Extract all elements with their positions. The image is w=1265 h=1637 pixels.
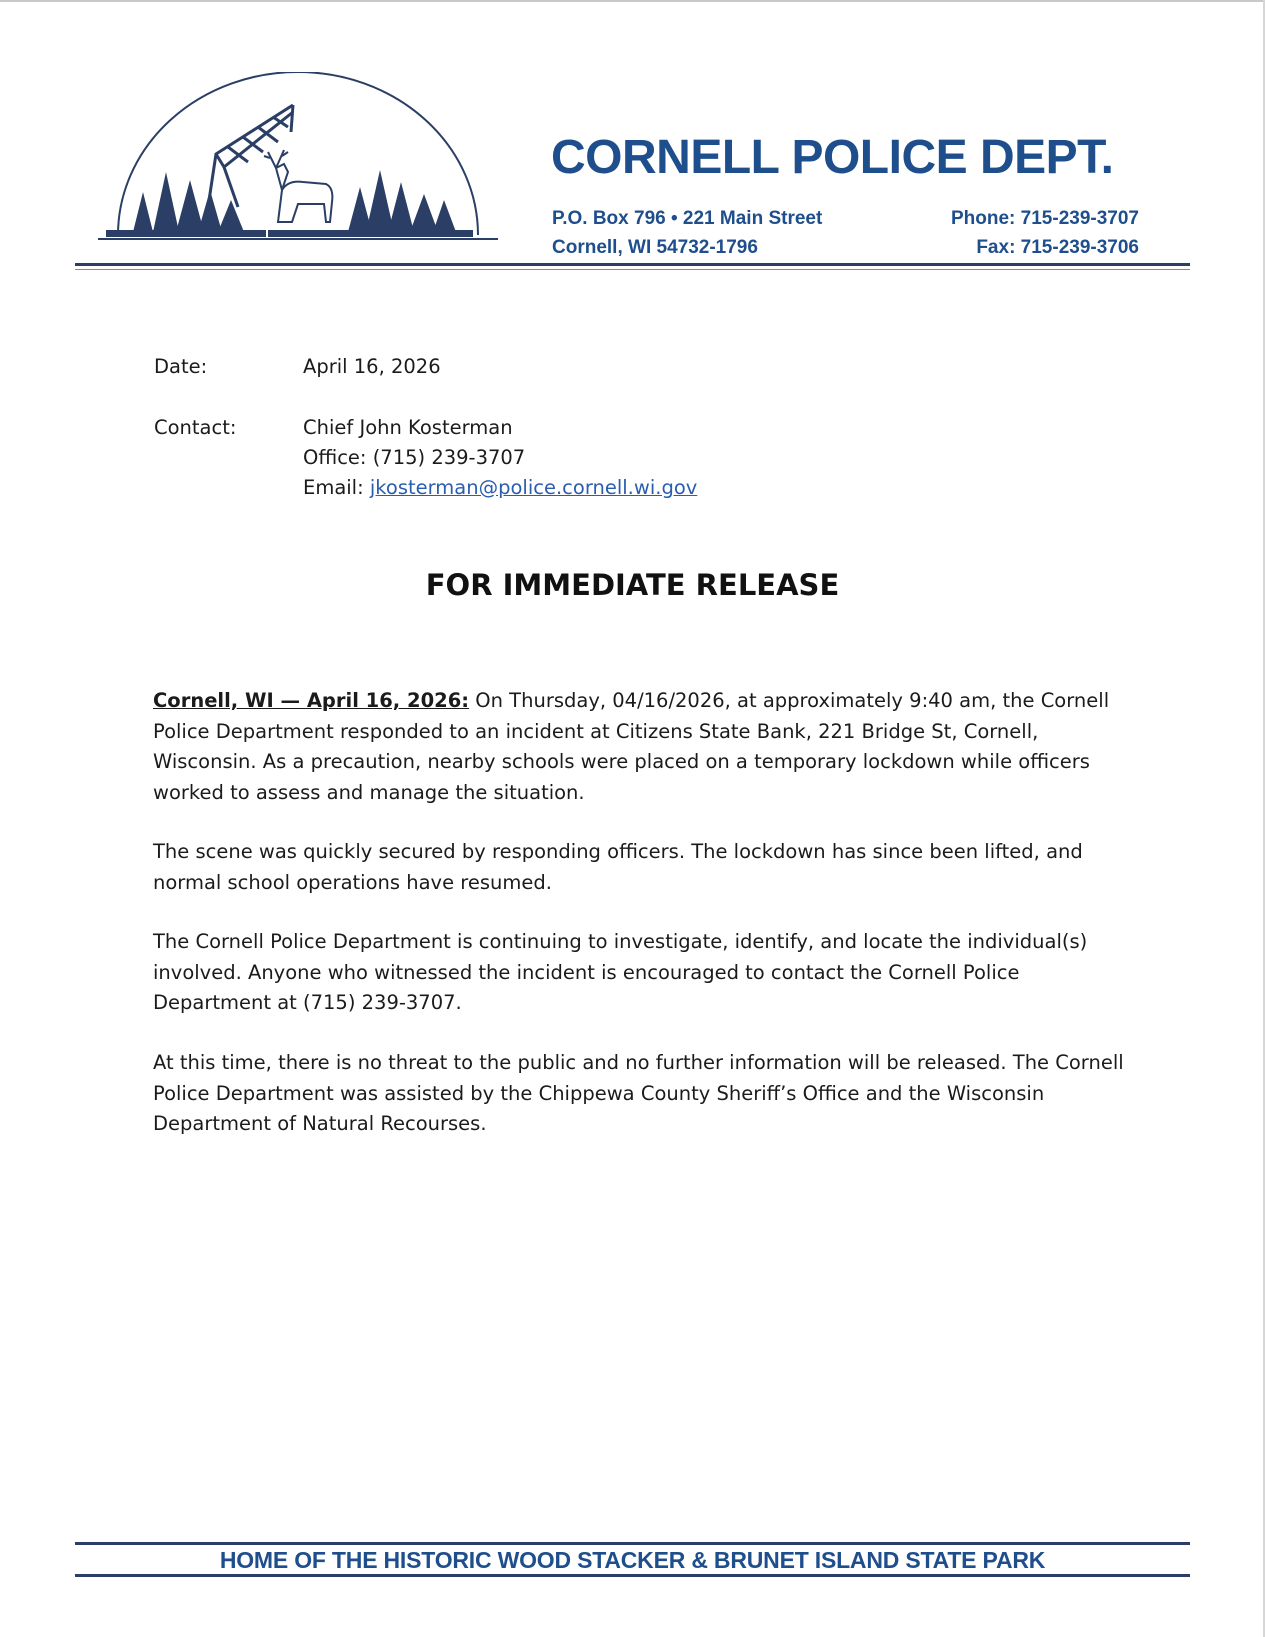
footer-divider-bottom	[75, 1574, 1190, 1577]
header-divider	[75, 263, 1190, 266]
address-line-1: P.O. Box 796 • 221 Main Street	[552, 208, 823, 229]
footer-divider-top	[75, 1542, 1190, 1545]
contact-email-row	[303, 476, 697, 499]
date-label: Date:	[154, 355, 208, 378]
scan-edge-top	[0, 0, 1265, 2]
fax-number: Fax: 715-239-3706	[976, 237, 1139, 258]
contact-email-link[interactable]: jkosterman@police.cornell.wi.gov	[369, 476, 698, 499]
wood-stacker-logo-icon	[98, 72, 498, 257]
dateline: Cornell, WI — April 16, 2026:	[153, 689, 470, 712]
release-heading: FOR IMMEDIATE RELEASE	[425, 568, 840, 602]
paragraph-4: At this time, there is no threat to the public and no further information will be released. The Cornell Police Department was assisted by the Chippewa County Sheriff’s Office and the Wisconsin Department of Natural Recourses.	[153, 1051, 1124, 1135]
phone-number: Phone: 715-239-3707	[951, 208, 1139, 229]
footer-tagline: HOME OF THE HISTORIC WOOD STACKER & BRUNET ISLAND STATE PARK	[219, 1547, 1046, 1573]
contact-email-label: Email:	[303, 476, 370, 499]
department-title: CORNELL POLICE DEPT.	[551, 131, 1114, 184]
contact-name: Chief John Kosterman	[303, 416, 513, 439]
paragraph-3: The Cornell Police Department is continuing to investigate, identify, and locate the individual(s) involved. Anyone who witnessed the incident is encouraged to contact the Cornell Police Department at (715) 239-3707.	[153, 930, 1088, 1014]
paragraph-1	[153, 686, 1133, 808]
contact-label: Contact:	[154, 416, 237, 439]
header-divider-thin	[75, 269, 1190, 270]
paragraph-2: The scene was quickly secured by responding officers. The lockdown has since been lifted, and normal school operations have resumed.	[153, 840, 1083, 894]
date-value: April 16, 2026	[303, 355, 441, 378]
paragraph-1-text: On Thursday, 04/16/2026, at approximately 9:40 am, the Cornell Police Department responded to an incident at Citizens State Bank, 221 Bridge St, Cornell, Wisconsin. As a precaution, nearby schools were placed on a temporary lockdown while officers worked to assess and manage the situation.	[153, 689, 1110, 804]
contact-office: Office: (715) 239-3707	[303, 446, 526, 469]
address-line-2: Cornell, WI 54732-1796	[552, 237, 758, 258]
